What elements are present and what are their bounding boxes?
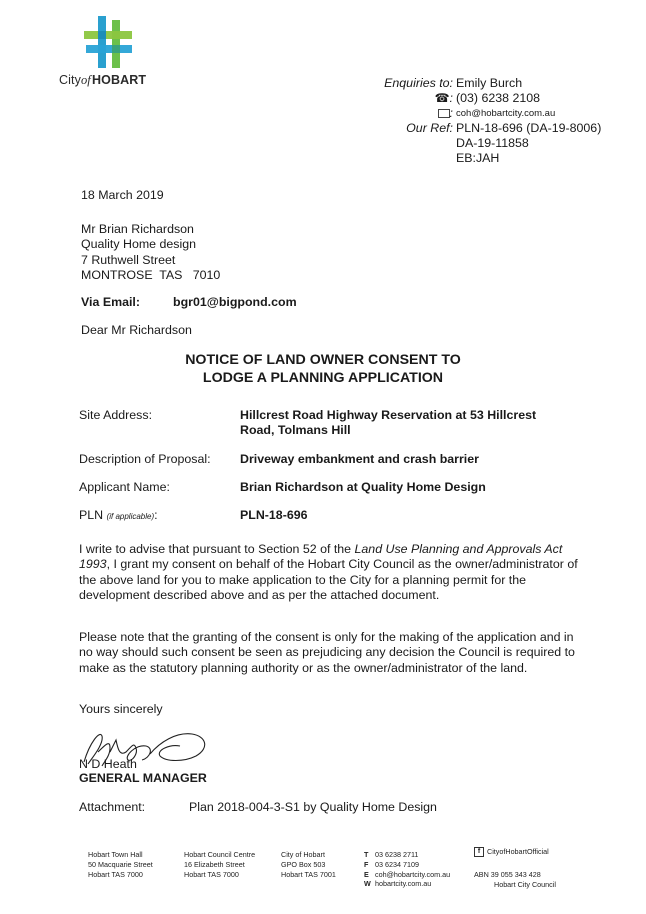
- attachment-value: Plan 2018-004-3-S1 by Quality Home Design: [189, 800, 437, 814]
- closing: Yours sincerely: [79, 702, 163, 716]
- footer-council-centre: Hobart Council Centre 16 Elizabeth Street Hobart TAS 7000: [184, 850, 256, 879]
- facebook-icon: f: [474, 847, 484, 857]
- footer-postal: City of Hobart GPO Box 503 Hobart TAS 7001: [281, 850, 336, 879]
- footer-contact-values: 03 6238 2711 03 6234 7109 coh@hobartcity.com.au hobartcity.com.au: [375, 850, 451, 889]
- enquiries-email: coh@hobartcity.com.au: [456, 108, 556, 119]
- recipient-address: Mr Brian Richardson Quality Home design 7 Ruthwell Street MONTROSE TAS 7010: [81, 222, 221, 282]
- applicant-label: Applicant Name:: [79, 480, 170, 494]
- footer-town-hall: Hobart Town Hall 50 Macquarie Street Hobart TAS 7000: [88, 850, 153, 879]
- signatory-title: GENERAL MANAGER: [79, 771, 207, 785]
- letter-date: 18 March 2019: [81, 188, 164, 202]
- via-email-label: Via Email:: [81, 295, 141, 309]
- pln-value: PLN-18-696: [240, 508, 308, 522]
- logo-wordmark: Cityof HOBART: [59, 73, 147, 87]
- footer-facebook: f CityofHobartOfficial: [474, 847, 549, 857]
- our-ref-line-1: PLN-18-696 (DA-19-8006): [456, 121, 602, 135]
- footer-abn: ABN 39 055 343 428 Hobart City Council: [474, 870, 556, 889]
- description-label: Description of Proposal:: [79, 452, 211, 466]
- salutation: Dear Mr Richardson: [81, 323, 192, 337]
- city-of-hobart-logo-icon: [84, 16, 132, 68]
- attachment-label: Attachment:: [79, 800, 146, 814]
- footer-contact-letters: T F E W: [364, 850, 371, 889]
- via-email-address: bgr01@bigpond.com: [173, 295, 297, 309]
- consent-paragraph: I write to advise that pursuant to Section 52 of the Land Use Planning and Approvals Act 1993, I grant my consent on behalf of the Hobart City Council as the owner/administrator of the above land for you to make application to the City for a planning permit for the development described above and as per the attached document.: [79, 542, 578, 602]
- phone-icon: ☎: [434, 91, 450, 105]
- enquiries-name: Emily Burch: [456, 76, 523, 90]
- pln-label: PLN (if applicable):: [79, 508, 158, 522]
- disclaimer-paragraph: Please note that the granting of the consent is only for the making of the application and in no way should such consent be seen as prejudicing any decision the Council is required to make as the statutory planning authority or as the owner/administrator of the land.: [79, 630, 575, 675]
- site-address-label: Site Address:: [79, 408, 153, 422]
- description-value: Driveway embankment and crash barrier: [240, 452, 479, 466]
- our-ref-line-2: DA-19-11858: [456, 136, 529, 150]
- notice-title: NOTICE OF LAND OWNER CONSENT TO LODGE A PLANNING APPLICATION: [185, 352, 461, 386]
- enquiries-phone: (03) 6238 2108: [456, 91, 541, 105]
- email-icon: [438, 109, 450, 118]
- signatory-name: N D Heath: [79, 757, 137, 771]
- enquiries-block: Enquiries to: Emily Burch ☎: (03) 6238 2108 : coh@hobartcity.com.au Our Ref: PLN-18-696 (DA-19-8006) DA-19-11858 EB:JAH: [384, 76, 602, 165]
- site-address-value: Hillcrest Road Highway Reservation at 53 Hillcrest Road, Tolmans Hill: [240, 408, 537, 437]
- applicant-value: Brian Richardson at Quality Home Design: [240, 480, 486, 494]
- our-ref-line-3: EB:JAH: [456, 151, 500, 165]
